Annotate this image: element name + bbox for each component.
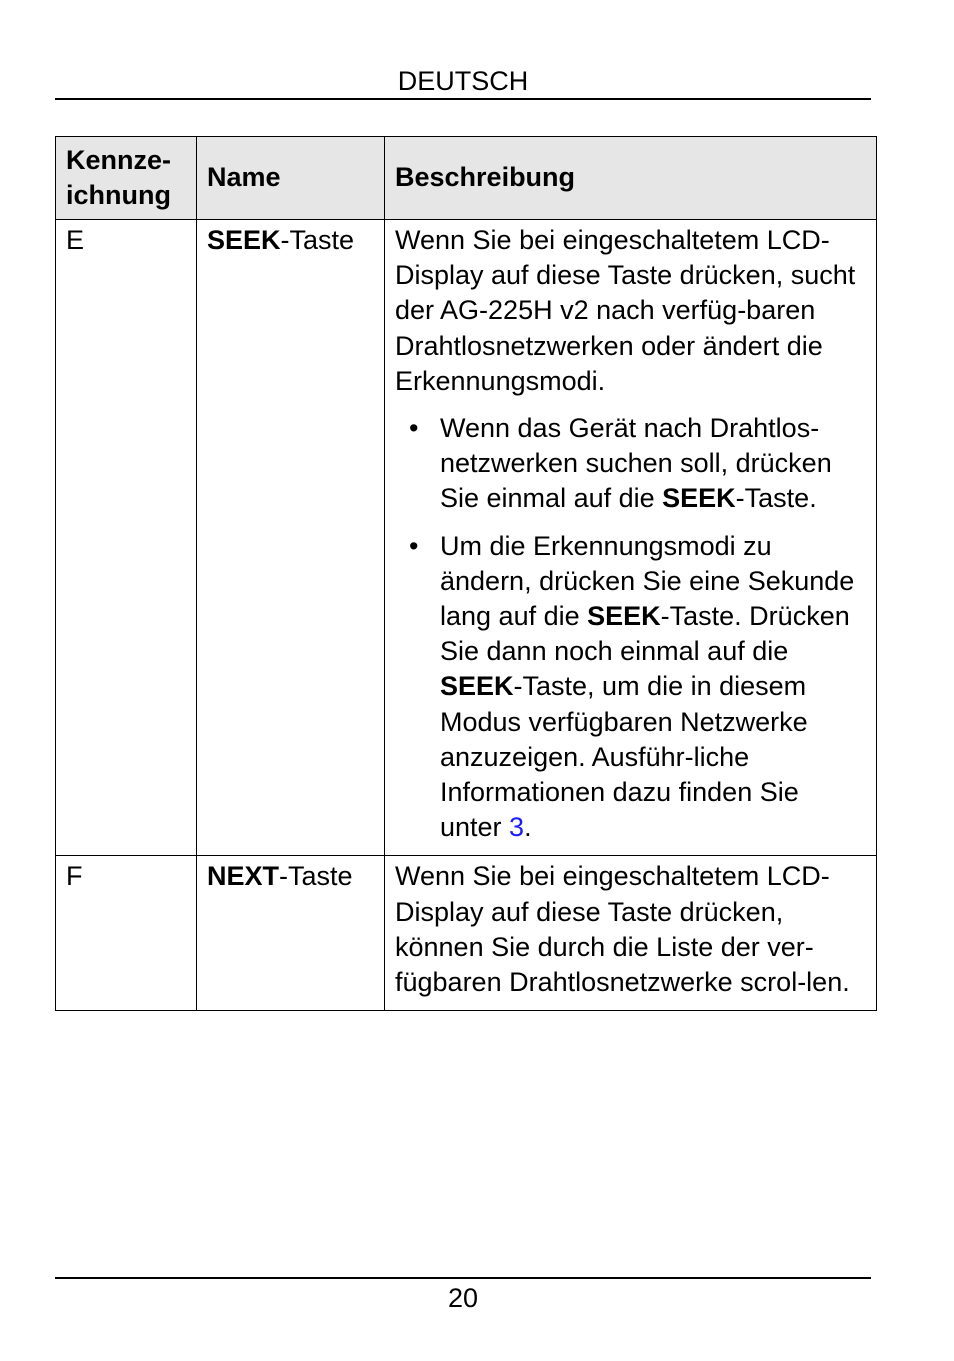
description-paragraph: Wenn Sie bei eingeschaltetem LCD-Display auf diese Taste drücken, sucht der AG-225H v2 nach verfüg-baren Drahtlosnetzwerken oder ändert die Erkennungsmodi. <box>395 225 856 396</box>
bullet-icon: • <box>409 530 419 561</box>
table-row <box>56 220 877 856</box>
row-description-cell <box>385 856 877 1011</box>
header-divider <box>55 98 871 100</box>
column-header-id: Kennze- ichnung <box>56 137 197 220</box>
page-header-title: DEUTSCH <box>397 66 529 96</box>
button-name-suffix: -Taste <box>280 225 355 255</box>
button-name-bold: NEXT <box>207 861 280 892</box>
bullet-icon: • <box>409 413 419 444</box>
page-number: 20 <box>447 1283 479 1313</box>
description-paragraph: Wenn Sie bei eingeschaltetem LCD-Display auf diese Taste drücken, können Sie durch die Liste der ver-fügbaren Drahtlosnetzwerke scrol-len. <box>395 861 850 998</box>
button-name-suffix: -Taste <box>279 861 353 892</box>
column-header-name: Name <box>197 137 385 220</box>
row-name-cell <box>197 856 385 1011</box>
description-bullet-list <box>395 411 866 845</box>
list-item: • Wenn das Gerät nach Drahtlos-netzwerken suchen soll, drücken Sie einmal auf die SEEK-Taste. <box>409 413 832 514</box>
table-row <box>56 856 877 1011</box>
button-name-bold: SEEK <box>207 225 281 255</box>
footer-divider <box>55 1277 871 1279</box>
section-reference-link[interactable]: 3 <box>509 812 525 843</box>
row-description-cell <box>385 220 877 856</box>
button-description-table <box>55 136 877 1011</box>
row-id-cell: F <box>56 856 197 1011</box>
table-header-row <box>56 137 877 220</box>
row-name-cell <box>197 220 385 856</box>
column-header-description: Beschreibung <box>385 137 877 220</box>
list-item: • Um die Erkennungsmodi zu ändern, drücken Sie eine Sekunde lang auf die SEEK-Taste. Drücken Sie dann noch einmal auf die SEEK-Taste, um die in diesem Modus verfügbaren Netzwerke anzuzeigen. Ausführ-liche Informationen dazu finden Sie unter 3. <box>409 530 855 843</box>
row-id-cell: E <box>56 220 197 856</box>
